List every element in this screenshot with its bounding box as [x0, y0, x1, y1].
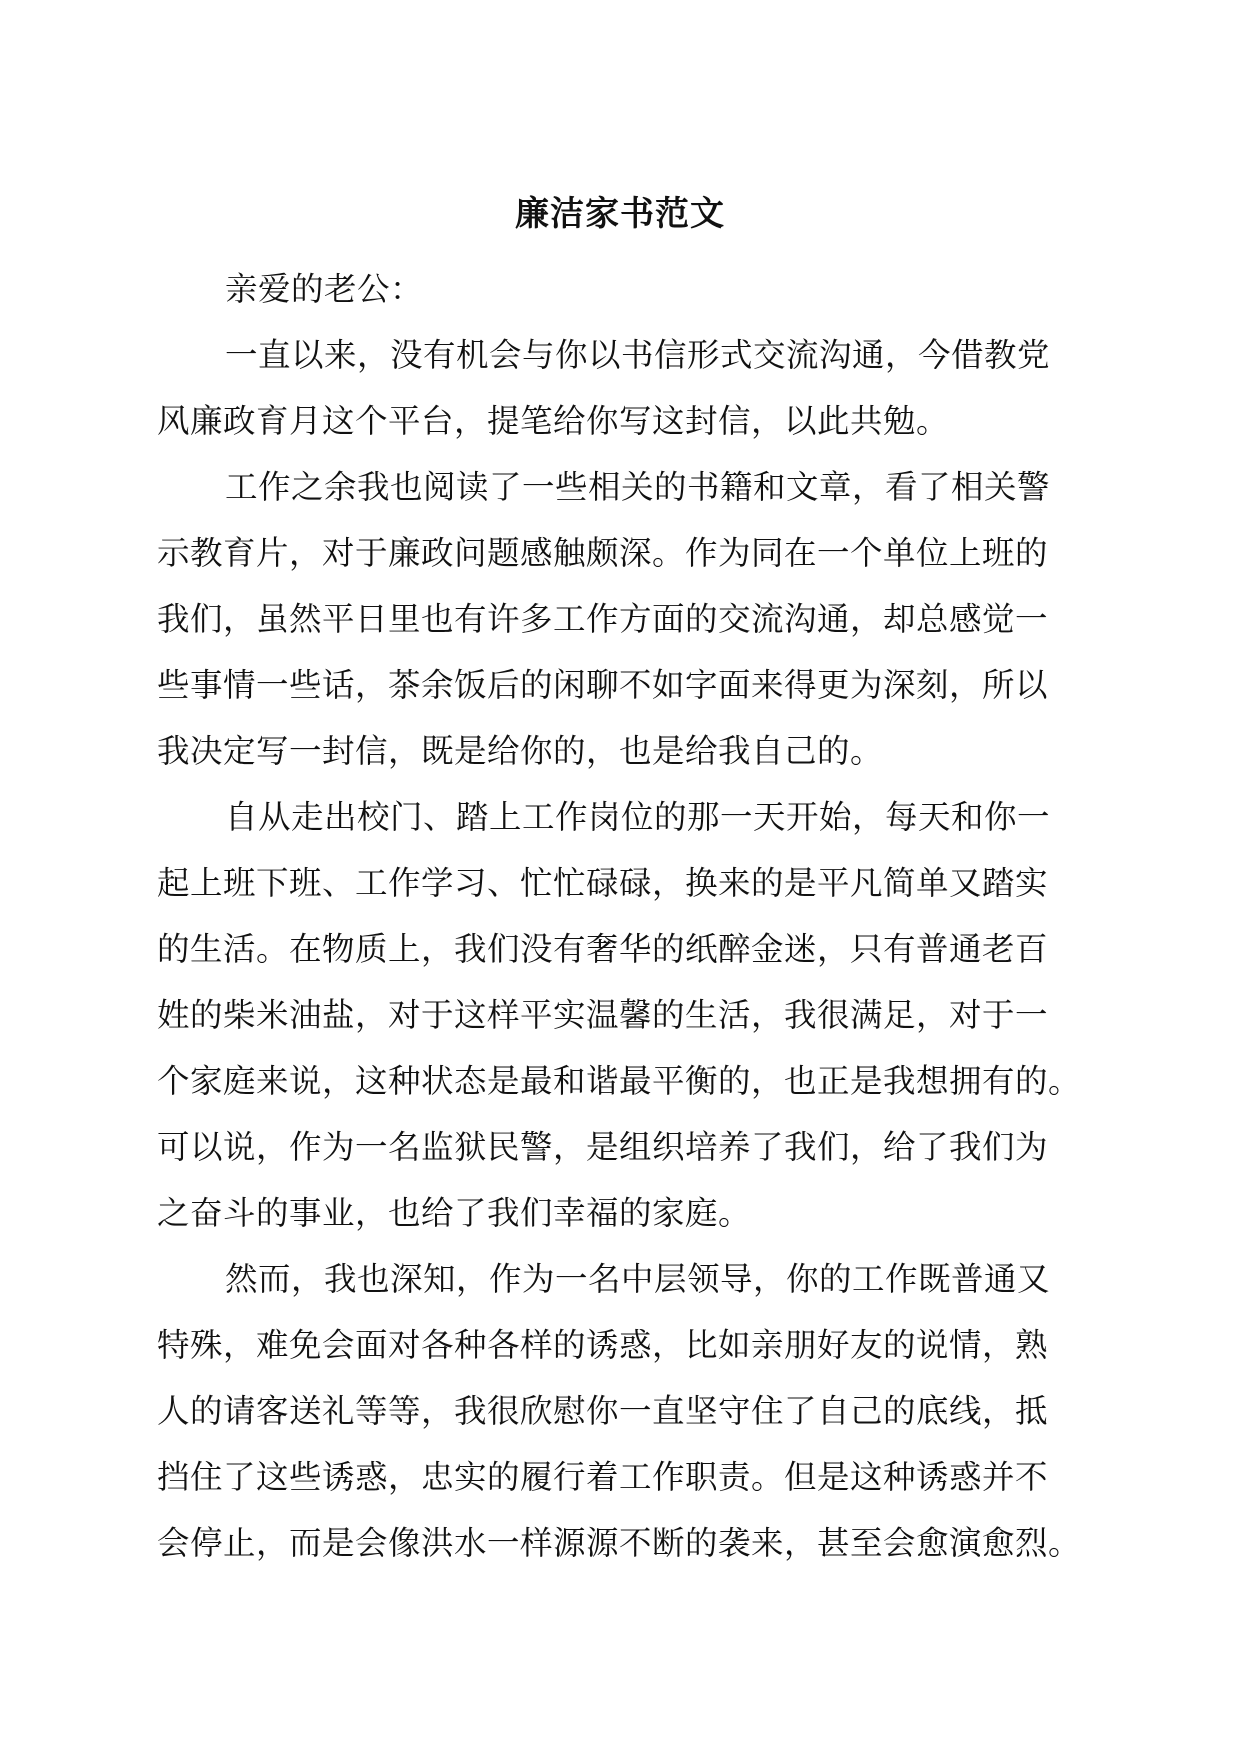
text-line: 我们，虽然平日里也有许多工作方面的交流沟通，却总感觉一 [157, 600, 1049, 638]
text-line: 起上班下班、工作学习、忙忙碌碌，换来的是平凡简单又踏实 [157, 864, 1049, 902]
text-line: 会停止，而是会像洪水一样源源不断的袭来，甚至会愈演愈烈。 [157, 1524, 1082, 1562]
salutation-line: 亲爱的老公： [225, 270, 424, 308]
text-line: 风廉政育月这个平台，提笔给你写这封信，以此共勉。 [157, 402, 950, 440]
text-line: 特殊，难免会面对各种各样的诱惑，比如亲朋好友的说情，熟 [157, 1326, 1049, 1364]
text-line: 示教育片，对于廉政问题感触颇深。作为同在一个单位上班的 [157, 534, 1049, 572]
text-line: 之奋斗的事业，也给了我们幸福的家庭。 [157, 1194, 752, 1232]
text-line: 工作之余我也阅读了一些相关的书籍和文章，看了相关警 [225, 468, 1051, 506]
letter-body [157, 256, 1083, 1576]
text-line: 个家庭来说，这种状态是最和谐最平衡的，也正是我想拥有的。 [157, 1062, 1082, 1100]
document-title: 廉洁家书范文 [515, 194, 725, 234]
text-line: 可以说，作为一名监狱民警，是组织培养了我们，给了我们为 [157, 1128, 1049, 1166]
text-line: 自从走出校门、踏上工作岗位的那一天开始，每天和你一 [225, 798, 1051, 836]
text-line: 挡住了这些诱惑，忠实的履行着工作职责。但是这种诱惑并不 [157, 1458, 1049, 1496]
text-line: 然而，我也深知，作为一名中层领导，你的工作既普通又 [225, 1260, 1051, 1298]
text-line: 的生活。在物质上，我们没有奢华的纸醉金迷，只有普通老百 [157, 930, 1049, 968]
text-line: 人的请客送礼等等，我很欣慰你一直坚守住了自己的底线，抵 [157, 1392, 1049, 1430]
text-line: 些事情一些话，茶余饭后的闲聊不如字面来得更为深刻，所以 [157, 666, 1049, 704]
text-line: 姓的柴米油盐，对于这样平实温馨的生活，我很满足，对于一 [157, 996, 1049, 1034]
text-line: 一直以来，没有机会与你以书信形式交流沟通，今借教党 [225, 336, 1051, 374]
text-line: 我决定写一封信，既是给你的，也是给我自己的。 [157, 732, 884, 770]
